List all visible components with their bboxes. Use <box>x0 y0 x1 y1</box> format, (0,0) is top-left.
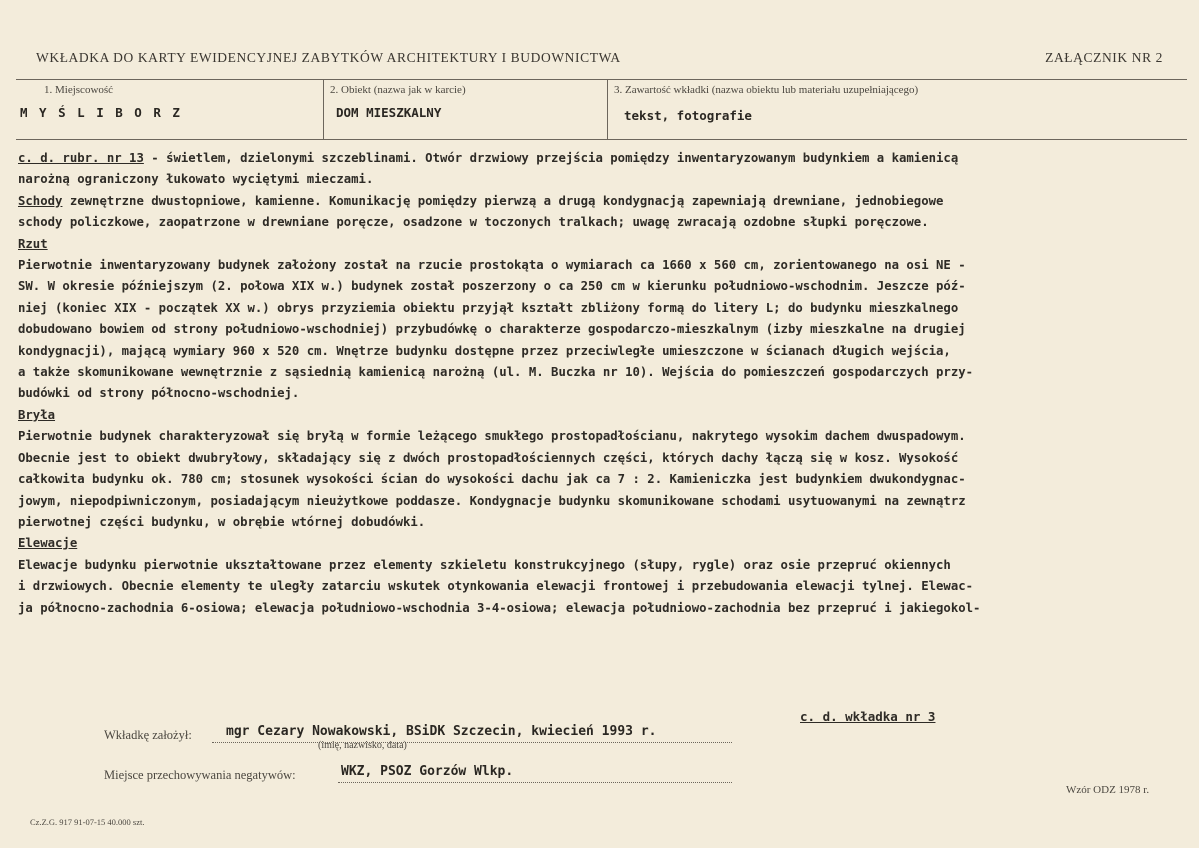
text-line: SW. W okresie późniejszym (2. połowa XIX w.) budynek został poszerzony o ca 250 cm w kierunku południowo-wschodnim. Jeszcze póź- <box>18 279 966 294</box>
text-line: a także skomunikowane wewnętrznie z sąsiednią kamienicą narożną (ul. M. Buczka nr 10). Wejścia do pomieszczeń gospodarczych przy- <box>18 365 974 380</box>
text-line: Schody zewnętrzne dwustopniowe, kamienne. Komunikację pomiędzy pierwzą a drugą kondygnacją zapewniają drewniane, jednobiegowe <box>18 193 944 208</box>
author-dotted-line <box>212 742 732 743</box>
annex-number: ZAŁĄCZNIK NR 2 <box>1045 50 1163 65</box>
author-value: mgr Cezary Nowakowski, BSiDK Szczecin, kwiecień 1993 r. <box>226 724 657 739</box>
author-label: Wkładkę założył: <box>104 728 192 742</box>
text-line: Pierwotnie inwentaryzowany budynek założony został na rzucie prostokąta o wymiarach ca 1660 x 560 cm, zorientowanego na osi NE - <box>18 258 966 273</box>
field-divider-1 <box>323 80 324 139</box>
print-code: Cz.Z.G. 917 91-07-15 40.000 szt. <box>30 817 145 827</box>
text-line: jowym, niepodpiwniczonym, posiadającym nieużytkowe poddasze. Kondygnacje budynku skomunikowane schodami usytuowanymi na zewnątrz <box>18 493 966 508</box>
text-line: dobudowano bowiem od strony południowo-wschodniej) przybudówkę o charakterze gospodarczo-mieszkalnym (izby mieszkalne na drugiej <box>18 322 966 337</box>
form-model-id: Wzór ODZ 1978 r. <box>1066 784 1150 796</box>
negatives-label: Miejsce przechowywania negatywów: <box>104 768 296 782</box>
text-line: Elewacje budynku pierwotnie ukształtowane przez elementy szkieletu konstrukcyjnego (słupy, rygle) oraz osie przepruć okiennych <box>18 557 951 572</box>
object-value: DOM MIESZKALNY <box>336 105 442 120</box>
section-heading-rzut: Rzut <box>18 236 48 251</box>
section-heading-elewacje: Elewacje <box>18 536 78 551</box>
section-heading-bryla: Bryła <box>18 407 56 422</box>
fields-bottom-rule <box>16 139 1187 140</box>
negatives-dotted-line <box>338 782 732 783</box>
place-label: 1. Miejscowość <box>44 84 114 96</box>
text-line: narożną ograniczony łukowato wyciętymi mieczami. <box>18 172 374 187</box>
negatives-value: WKZ, PSOZ Gorzów Wlkp. <box>341 764 514 779</box>
text-line: niej (koniec XIX - początek XX w.) obrys przyziemia obiektu przyjął kształt zbliżony formą do litery L; do budynku mieszkalnego <box>18 300 959 315</box>
place-value: M Y Ś L I B O R Z <box>20 105 182 120</box>
content-label: 3. Zawartość wkładki (nazwa obiektu lub materiału uzupełniającego) <box>614 84 919 96</box>
text-line: budówki od strony północno-wschodniej. <box>18 386 300 401</box>
author-sub-label: (imię, nazwisko, data) <box>318 740 407 751</box>
text-line: Pierwotnie budynek charakteryzował się bryłą w formie leżącego smukłego prostopadłościanu, nakrytego wysokim dachem dwuspadowym. <box>18 429 966 444</box>
content-value: tekst, fotografie <box>624 108 752 123</box>
header-rule <box>16 79 1187 80</box>
description-text <box>18 148 1183 619</box>
text-line: c. d. rubr. nr 13 - świetlem, dzielonymi szczeblinami. Otwór drzwiowy przejścia pomiędzy inwentaryzowanym budynkiem a kamienicą <box>18 151 959 165</box>
object-label: 2. Obiekt (nazwa jak w karcie) <box>330 84 466 96</box>
text-line: Obecnie jest to obiekt dwubryłowy, składający się z dwóch prostopadłościennych części, których dachy łączą się w kosz. Wysokość <box>18 450 959 465</box>
text-line: kondygnacji), mającą wymiary 960 x 520 cm. Wnętrze budynku dostępne przez przeciwległe umieszczone w ścianach długich wejścia, <box>18 343 951 358</box>
form-title: WKŁADKA DO KARTY EWIDENCYJNEJ ZABYTKÓW ARCHITEKTURY I BUDOWNICTWA <box>36 50 621 65</box>
continued-note: c. d. wkładka nr 3 <box>800 709 936 724</box>
section-heading-schody: Schody <box>18 193 63 208</box>
text-line: pierwotnej części budynku, w obrębie wtórnej dobudówki. <box>18 514 426 529</box>
continuation-ref: c. d. rubr. nr 13 <box>18 151 144 165</box>
text-line: ja północno-zachodnia 6-osiowa; elewacja południowo-wschodnia 3-4-osiowa; elewacja południowo-zachodnia bez przepruć i jakiegokol- <box>18 600 981 615</box>
field-divider-2 <box>607 80 608 139</box>
text-line: i drzwiowych. Obecnie elementy te uległy zatarciu wskutek otynkowania elewacji frontowej i przebudowania elewacji tylnej. Elewac- <box>18 579 974 594</box>
text-line: schody policzkowe, zaopatrzone w drewniane poręcze, osadzone w toczonych tralkach; uwagę zwracają ozdobne słupki poręczowe. <box>18 215 929 230</box>
text-line: całkowita budynku ok. 780 cm; stosunek wysokości ścian do wysokości dachu jak ca 7 : 2. Kamieniczka jest budynkiem dwukondygnac- <box>18 472 966 487</box>
